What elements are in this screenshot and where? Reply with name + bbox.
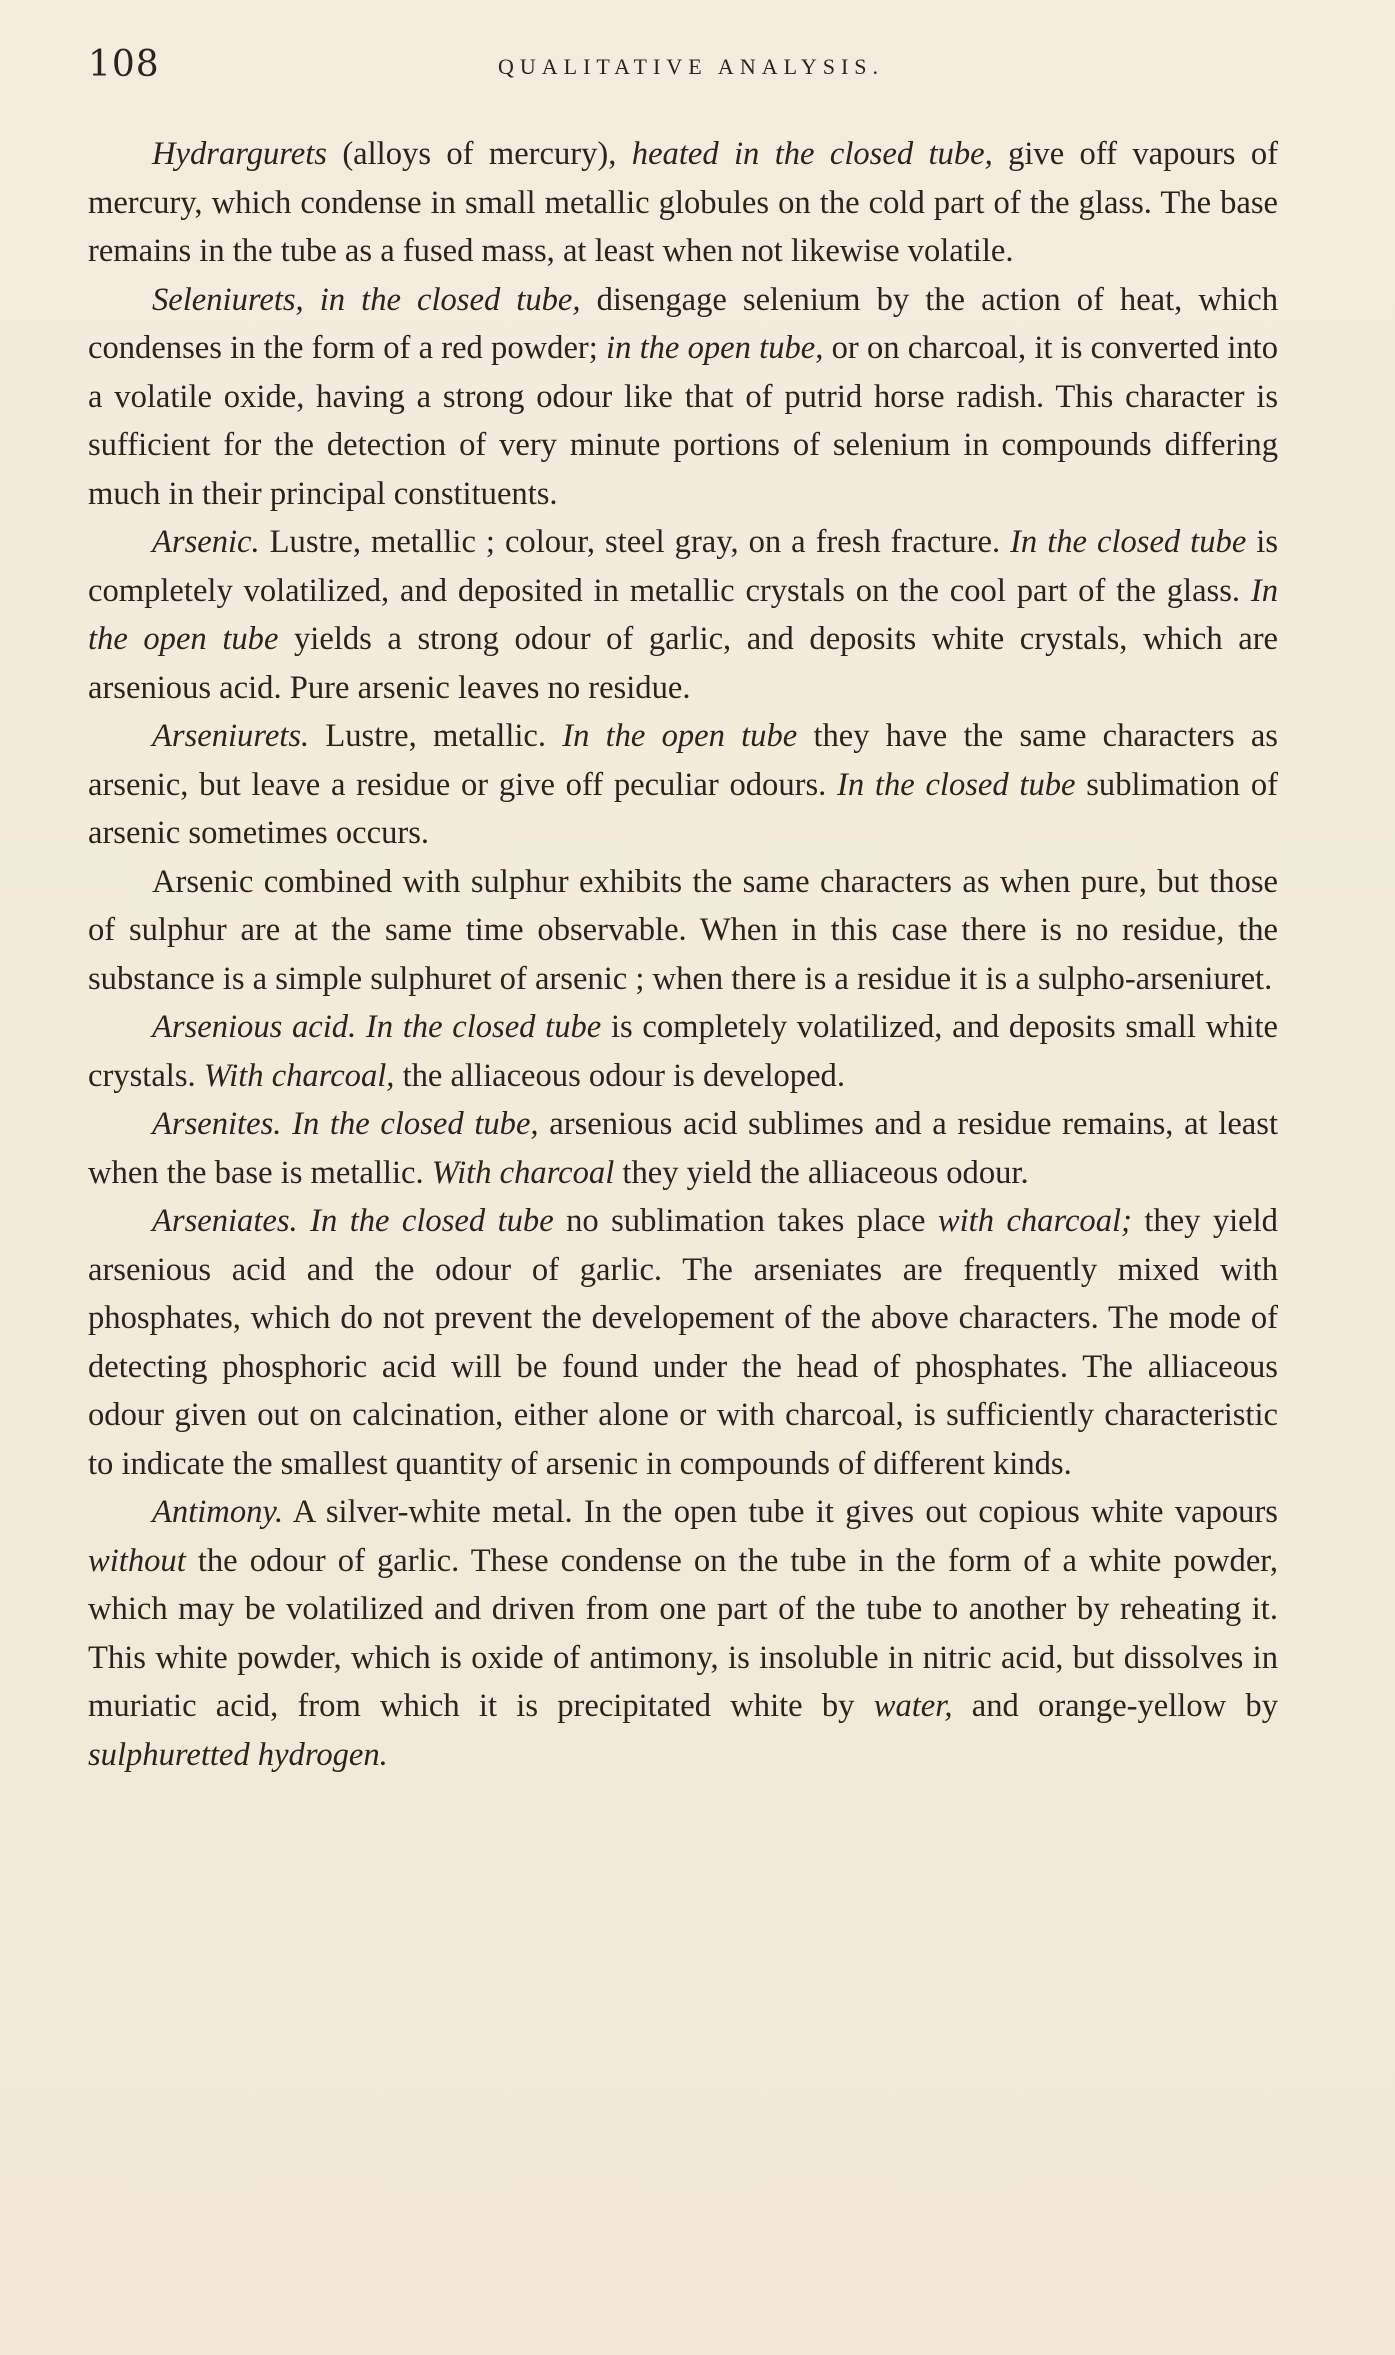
text-run: or on charcoal, it is converted into a volatile oxide, having a strong odour like that of putrid horse radish. This character is sufficient for the detection of very minute portions of selenium in compounds differing much in their principal constituents. (88, 330, 1278, 512)
italic-run: Seleniurets, in the closed tube, (152, 281, 581, 318)
italic-run: In the closed tube (310, 1203, 554, 1239)
text-run: Lustre, metallic. (309, 718, 563, 754)
italic-run: In the open tube (562, 718, 798, 754)
running-title: QUALITATIVE ANALYSIS. (498, 54, 885, 79)
italic-run: heated in the closed tube, (631, 136, 993, 172)
italic-run: In the closed tube (365, 1009, 602, 1045)
text-run (281, 1106, 292, 1142)
paragraph (88, 1488, 1278, 1779)
italic-run: In the open tube (88, 572, 1278, 657)
text-run: they yield arsenious acid and the odour of garlic. The arseniates are frequently mixed with phosphates, which do not prevent the developement of the above characters. The mode of detecting phosphoric acid will be found under the head of phosphates. The alliaceous odour given out on calcination, either alone or with charcoal, is sufficiently characteristic to indicate the smallest quantity of arsenic in compounds of different kinds. (88, 1203, 1278, 1482)
text-run: they yield the alliaceous odour. (614, 1154, 1029, 1191)
italic-run: Arseniurets. (152, 718, 310, 754)
text-run: Lustre, metallic ; colour, steel gray, on a fresh fracture. (259, 524, 1011, 560)
running-head (88, 44, 1278, 94)
text-run: arsenious acid sublimes and a residue remains, at least when the base is metallic. (88, 1106, 1278, 1191)
text-run: is completely volatilized, and deposited in metallic crystals on the cool part of the glass. (88, 524, 1278, 609)
italic-run: in the open tube, (606, 330, 824, 366)
italic-run: With charcoal (431, 1154, 615, 1191)
body-text (88, 130, 1278, 1779)
italic-run: with charcoal; (937, 1203, 1132, 1239)
text-run: give off vapours of mercury, which condense in small metallic globules on the cold part of the glass. The base remains in the tube as a fused mass, at least when not likewise volatile. (88, 136, 1278, 269)
paragraph (88, 712, 1278, 858)
italic-run: sulphuretted hydrogen. (88, 1736, 388, 1773)
italic-run: Antimony. (152, 1494, 284, 1530)
text-run (356, 1009, 366, 1045)
text-run: Arsenic combined with sulphur exhibits the same characters as when pure, but those of sulphur are at the same time observable. When in this case there is no residue, the substance is a simple sulphuret of arsenic ; when there is a residue it is a sulpho-arseniuret. (88, 863, 1278, 997)
text-run: (alloys of mercury), (326, 136, 632, 172)
paragraph (88, 1197, 1278, 1488)
italic-run: Arseniates. (152, 1203, 298, 1239)
italic-run: In the closed tube (837, 766, 1076, 803)
italic-run: without (88, 1542, 186, 1579)
italic-run: Arsenic. (152, 524, 260, 560)
text-run: disengage selenium by the action of heat, which condenses in the form of a red powder; (88, 281, 1278, 366)
text-run: and orange-yellow by (952, 1688, 1279, 1724)
italic-run: Hydrargurets (152, 136, 327, 172)
text-run: no sublimation takes place (553, 1203, 938, 1239)
text-run: the odour of garlic. These condense on the tube in the form of a white powder, which may be volatilized and driven from one part of the tube to another by reheating it. This white powder, which is oxide of antimony, is insoluble in nitric acid, but dissolves in muriatic acid, from which it is precipitated white by (88, 1542, 1278, 1724)
text-run: yields a strong odour of garlic, and deposits white crystals, which are arsenious acid. Pure arsenic leaves no residue. (88, 621, 1278, 706)
text-run: sublimation of arsenic sometimes occurs. (88, 766, 1278, 851)
italic-run: water, (873, 1688, 953, 1724)
italic-run: Arsenites. (152, 1106, 282, 1142)
page-number: 108 (88, 44, 160, 85)
paragraph (88, 858, 1278, 1004)
text-run: A silver-white metal. In the open tube it gives out copious white vapours (283, 1494, 1278, 1530)
paragraph (88, 276, 1278, 519)
italic-run: In the closed tube, (292, 1106, 539, 1142)
italic-run: In the closed tube (1010, 524, 1247, 560)
text-run: they have the same characters as arsenic, but leave a residue or give off peculiar odours. (88, 718, 1278, 803)
paragraph (88, 130, 1278, 276)
italic-run: With charcoal, (203, 1057, 395, 1094)
paragraph (88, 1003, 1278, 1100)
text-run: is completely volatilized, and deposits small white crystals. (88, 1009, 1278, 1094)
text-run (298, 1203, 310, 1239)
text-run: the alliaceous odour is developed. (394, 1057, 845, 1094)
paragraph (88, 1100, 1278, 1197)
italic-run: Arsenious acid. (152, 1009, 357, 1045)
paragraph (88, 518, 1278, 712)
